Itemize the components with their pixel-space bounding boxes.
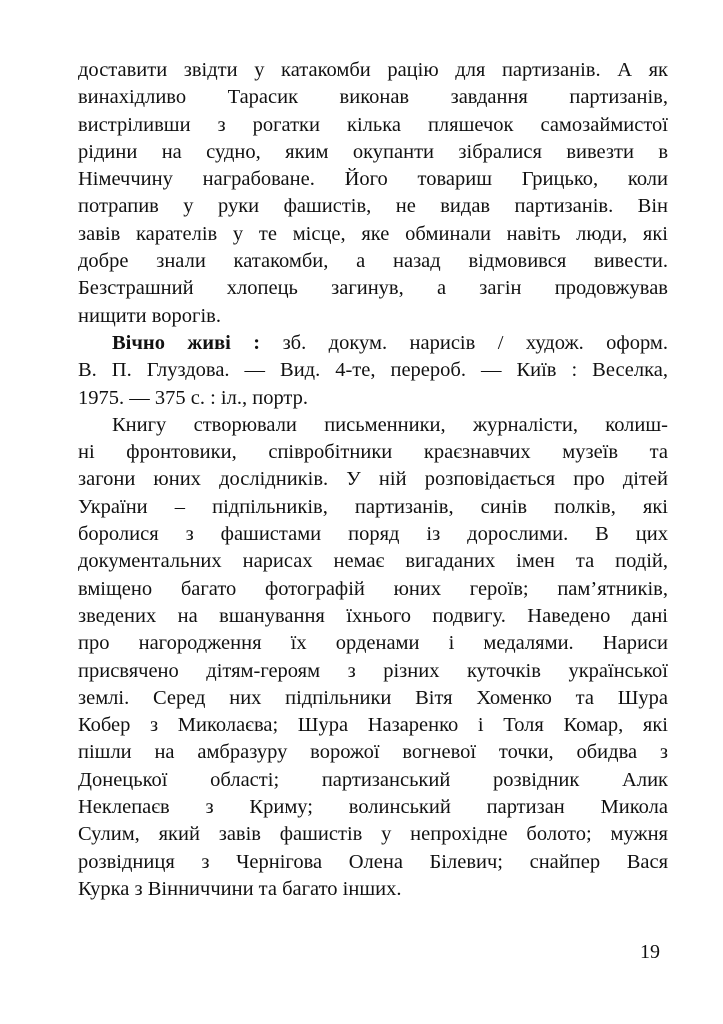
text-line: 1975. — 375 с. : іл., портр.	[78, 386, 309, 409]
text-line: Неклепаєв з Криму; волинський партизан Микола	[78, 796, 668, 819]
text-line: України – підпільників, партизанів, синів полків, які	[78, 495, 668, 518]
text-line: завів карателів у те місце, яке обминали навіть люди, які	[78, 222, 668, 245]
bibliographic-entry	[78, 330, 668, 412]
paragraph-1	[78, 57, 668, 330]
text-line: Кобер з Миколаєва; Шура Назаренко і Толя Комар, які	[78, 714, 668, 737]
text-line: Безстрашний хлопець загинув, а загін продовжував	[78, 277, 668, 300]
text-line: ні фронтовики, співробітники краєзнавчих музеїв та	[78, 441, 668, 464]
annotation-paragraph	[78, 412, 668, 903]
text-line: Курка з Вінниччини та багато інших.	[78, 877, 402, 900]
text-line: розвідниця з Чернігова Олена Білевич; снайпер Вася	[78, 850, 668, 873]
text-line: винахідливо Тарасик виконав завдання партизанів,	[78, 86, 668, 109]
text-line: присвячено дітям-героям з різних куточків української	[78, 659, 668, 682]
text-line: нищити ворогів.	[78, 304, 221, 327]
text-line: добре знали катакомби, а назад відмовився вивести.	[78, 250, 668, 273]
text-line: загони юних дослідників. У ній розповідається про дітей	[78, 468, 668, 491]
text-line: документальних нарисах немає вигаданих імен та подій,	[78, 550, 668, 573]
text-line: В. П. Глуздова. — Вид. 4-те, перероб. — Київ : Веселка,	[78, 359, 668, 382]
text-line: доставити звідти у катакомби рацію для партизанів. А як	[78, 59, 668, 81]
text-line: Книгу створювали письменники, журналісти, колиш-	[112, 413, 668, 436]
text-line: потрапив у руки фашистів, не видав партизанів. Він	[78, 195, 668, 218]
entry-first-line	[78, 330, 668, 357]
text-line: Сулим, який завів фашистів у непрохідне болото; мужня	[78, 823, 668, 846]
text-line: рідини на судно, яким окупанти зібралися вивезти в	[78, 140, 668, 163]
text-line: вміщено багато фотографій юних героїв; пам’ятників,	[78, 577, 668, 600]
text-line: землі. Серед них підпільники Вітя Хоменко та Шура	[78, 686, 668, 709]
text-line: пішли на амбразуру ворожої вогневої точки, обидва з	[78, 741, 668, 764]
text-line: Донецької області; партизанський розвідник Алик	[78, 768, 668, 791]
text-line: вистріливши з рогатки кілька пляшечок самозаймистої	[78, 113, 668, 136]
book-title: Вічно живі :	[112, 331, 261, 354]
text-line: боролися з фашистами поряд із дорослими. В цих	[78, 523, 668, 546]
text-line: про нагородження їх орденами і медалями. Нариси	[78, 632, 668, 655]
page-body	[78, 57, 668, 903]
page-number: 19	[640, 941, 660, 963]
text-line: зведених на вшанування їхнього подвигу. Наведено дані	[78, 604, 668, 627]
entry-description: зб. докум. нарисів / худож. оформ.	[260, 331, 669, 354]
text-line: Німеччину награбоване. Його товариш Грицько, коли	[78, 168, 668, 191]
